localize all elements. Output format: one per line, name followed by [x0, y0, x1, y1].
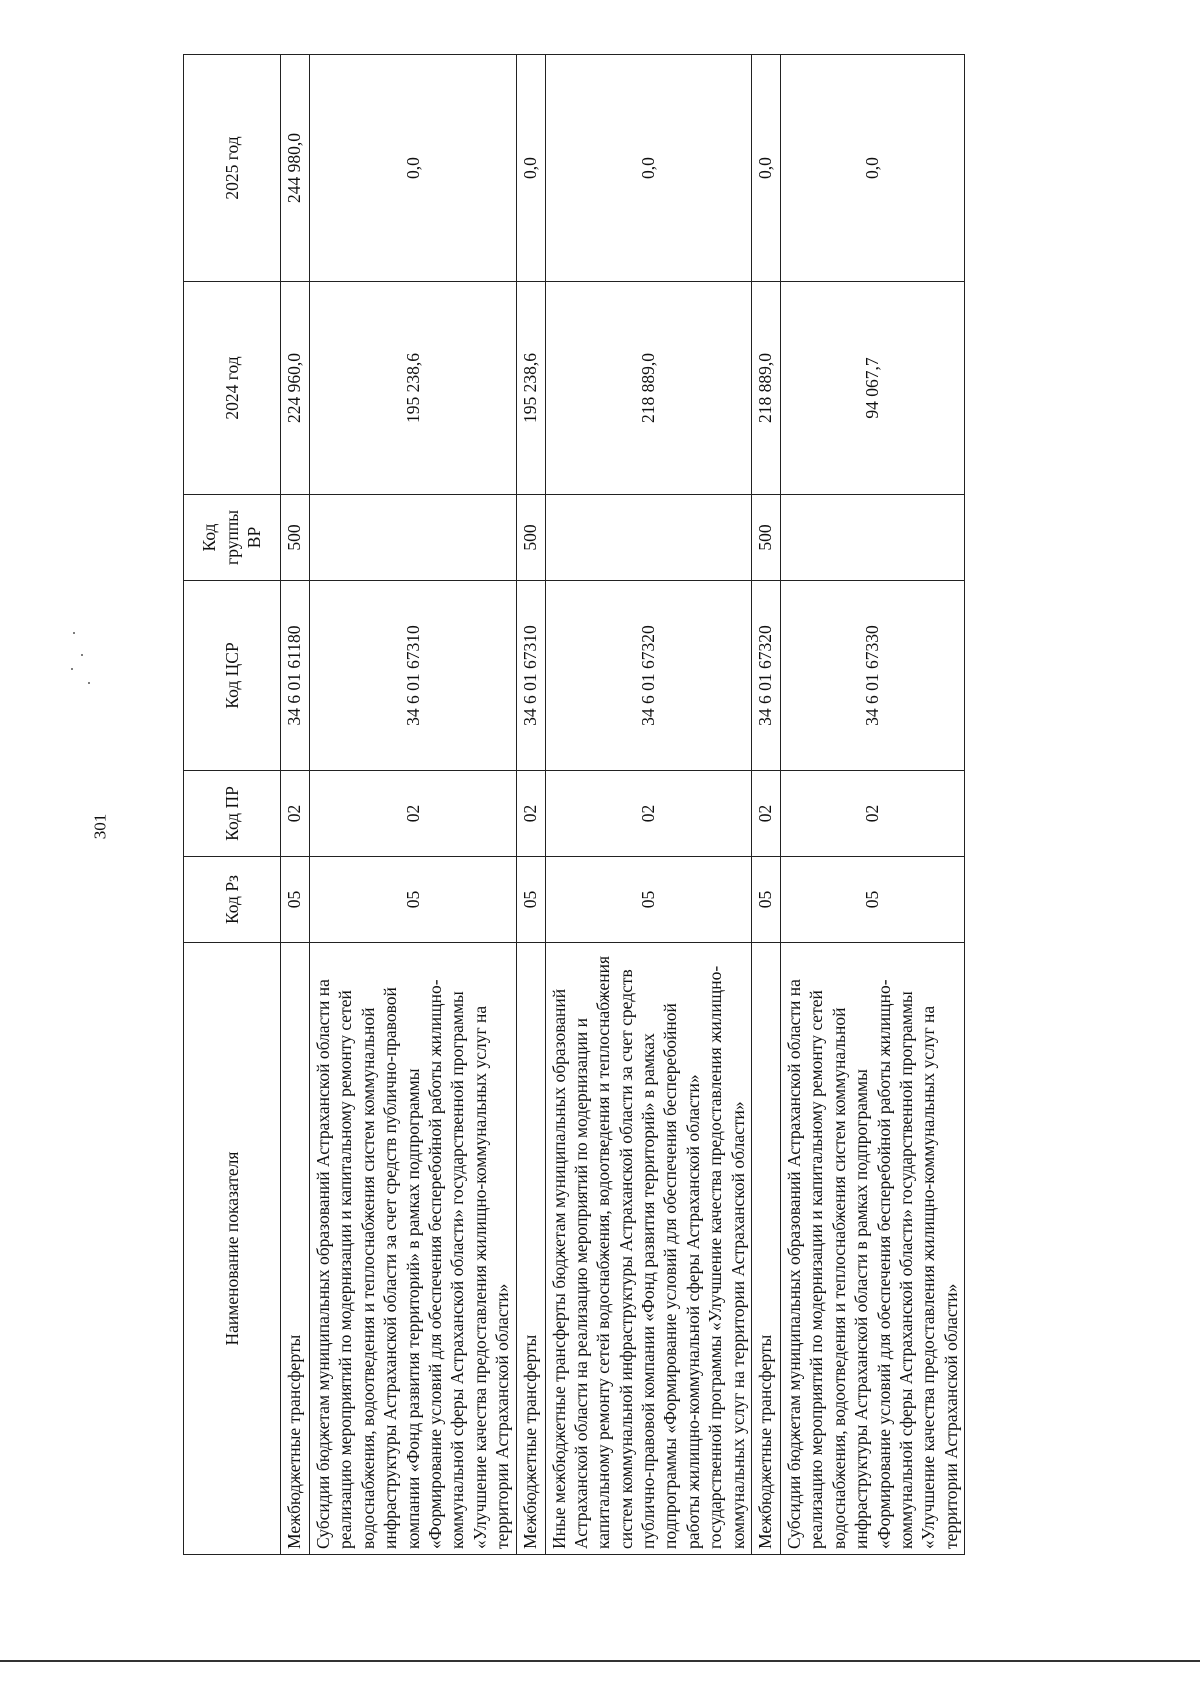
- row-csr: 34 6 01 67320: [752, 581, 781, 771]
- header-vr: Код группы ВР: [184, 495, 281, 581]
- table-row: [752, 55, 781, 1555]
- row-2024: 218 889,0: [545, 282, 752, 495]
- table-row: [545, 55, 752, 1555]
- scan-speck: [81, 654, 83, 656]
- row-vr: 500: [752, 495, 781, 581]
- row-pr: 02: [781, 771, 965, 857]
- row-2025: 0,0: [781, 55, 965, 282]
- scan-speck: [71, 668, 73, 670]
- row-pr: 02: [516, 771, 545, 857]
- page-number: 301: [90, 813, 110, 840]
- table-row: [781, 55, 965, 1555]
- scan-speck: [88, 682, 90, 684]
- bottom-rule: [0, 1660, 1200, 1662]
- row-pr: 02: [752, 771, 781, 857]
- row-2025: 0,0: [752, 55, 781, 282]
- row-rz: 05: [281, 857, 310, 943]
- row-2025: 0,0: [310, 55, 517, 282]
- header-csr: Код ЦСР: [184, 581, 281, 771]
- row-name: Межбюджетные трансферты: [752, 943, 781, 1555]
- row-name: Субсидии бюджетам муниципальных образований Астраханской области на реализацию мероприятий по модернизации и капитальному ремонту сетей водоснабжения, водоотведения и теплоснабжения систем коммунальной инфраструктуры Астраханской области за счет средств публично-правовой компании «Фонд развития территорий» в рамках подпрограммы «Формирование условий для обеспечения бесперебойной работы жилищно-коммунальной сферы Астраханской области» государственной программы «Улучшение качества предоставления жилищно-коммунальных услуг на территории Астраханской области»: [310, 943, 517, 1555]
- table-row: [281, 55, 310, 1555]
- header-name: Наименование показателя: [184, 943, 281, 1555]
- row-2024: 218 889,0: [752, 282, 781, 495]
- row-csr: 34 6 01 61180: [281, 581, 310, 771]
- budget-table-container: [183, 55, 1200, 1555]
- row-rz: 05: [545, 857, 752, 943]
- row-rz: 05: [516, 857, 545, 943]
- scan-speck: [73, 632, 75, 634]
- row-2025: 244 980,0: [281, 55, 310, 282]
- row-csr: 34 6 01 67310: [310, 581, 517, 771]
- row-name: Иные межбюджетные трансферты бюджетам муниципальных образований Астраханской области на реализацию мероприятий по модернизации и капитальному ремонту сетей водоснабжения, водоотведения и теплоснабжения систем коммунальной инфраструктуры Астраханской области за счет средств публично-правовой компании «Фонд развития территорий» в рамках подпрограммы «Формирование условий для обеспечения бесперебойной работы жилищно-коммунальной сферы Астраханской области» государственной программы «Улучшение качества предоставления жилищно-коммунальных услуг на территории Астраханской области»: [545, 943, 752, 1555]
- row-2025: 0,0: [545, 55, 752, 282]
- row-2025: 0,0: [516, 55, 545, 282]
- row-rz: 05: [781, 857, 965, 943]
- row-vr: [781, 495, 965, 581]
- row-2024: 195 238,6: [310, 282, 517, 495]
- row-vr: [545, 495, 752, 581]
- header-2025: 2025 год: [184, 55, 281, 282]
- table-row: [310, 55, 517, 1555]
- row-name: Субсидии бюджетам муниципальных образований Астраханской области на реализацию мероприятий по модернизации и капитальному ремонту сетей водоснабжения, водоотведения и теплоснабжения систем коммунальной инфраструктуры Астраханской области в рамках подпрограммы «Формирование условий для обеспечения бесперебойной работы жилищно-коммунальной сферы Астраханской области» государственной программы «Улучшение качества предоставления жилищно-коммунальных услуг на территории Астраханской области»: [781, 943, 965, 1555]
- row-csr: 34 6 01 67330: [781, 581, 965, 771]
- row-2024: 195 238,6: [516, 282, 545, 495]
- row-csr: 34 6 01 67310: [516, 581, 545, 771]
- header-2024: 2024 год: [184, 282, 281, 495]
- row-rz: 05: [310, 857, 517, 943]
- row-rz: 05: [752, 857, 781, 943]
- table-row: [516, 55, 545, 1555]
- row-pr: 02: [281, 771, 310, 857]
- table-header-row: [184, 55, 281, 1555]
- row-csr: 34 6 01 67320: [545, 581, 752, 771]
- budget-table: [183, 54, 965, 1555]
- row-vr: 500: [516, 495, 545, 581]
- row-pr: 02: [545, 771, 752, 857]
- header-rz: Код Рз: [184, 857, 281, 943]
- row-2024: 94 067,7: [781, 282, 965, 495]
- row-pr: 02: [310, 771, 517, 857]
- row-name: Межбюджетные трансферты: [281, 943, 310, 1555]
- row-2024: 224 960,0: [281, 282, 310, 495]
- row-name: Межбюджетные трансферты: [516, 943, 545, 1555]
- header-pr: Код ПР: [184, 771, 281, 857]
- row-vr: [310, 495, 517, 581]
- row-vr: 500: [281, 495, 310, 581]
